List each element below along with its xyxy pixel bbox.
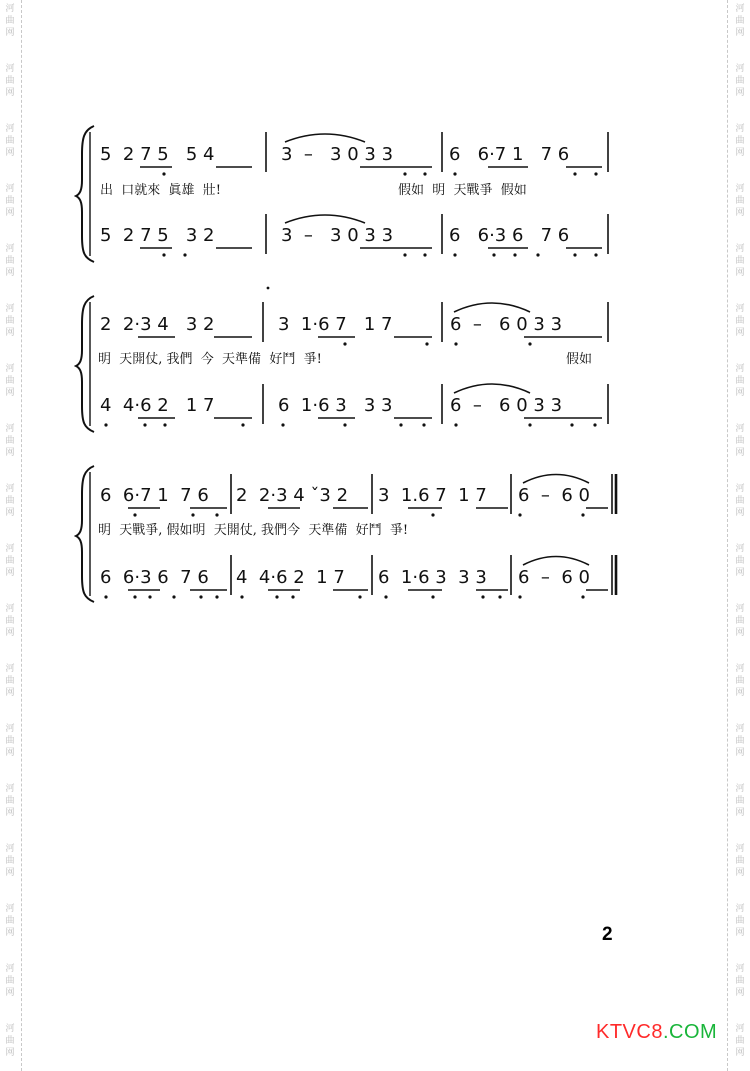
watermark-char: 曲 — [735, 376, 745, 386]
watermark-char: 河 — [735, 364, 745, 374]
system-1-lower-measure-3: 6 6·3 6 7 6 — [449, 225, 570, 246]
watermark-char: 曲 — [5, 616, 15, 626]
watermark-char: 河 — [735, 604, 745, 614]
watermark-char: 曲 — [5, 196, 15, 206]
watermark-char: 河 — [735, 664, 745, 674]
watermark-char: 曲 — [5, 676, 15, 686]
watermark-char: 河 — [5, 364, 15, 374]
system-3-lower-measure-1: 6 6·3 6 7 6 — [100, 567, 209, 588]
watermark-char: 曲 — [5, 16, 15, 26]
watermark-char: 河 — [735, 904, 745, 914]
watermark-char: 曲 — [735, 76, 745, 86]
watermark-char: 河 — [5, 784, 15, 794]
watermark-char: 曲 — [735, 916, 745, 926]
watermark-char: 曲 — [735, 736, 745, 746]
watermark-char: 网 — [735, 28, 745, 38]
watermark-char: 河 — [5, 304, 15, 314]
watermark-char: 网 — [5, 328, 15, 338]
watermark-char: 河 — [735, 484, 745, 494]
watermark-char: 河 — [5, 4, 15, 14]
system-3-upper-measure-3: 3 1.6 7 1 7 — [378, 485, 487, 506]
watermark-char: 河 — [5, 184, 15, 194]
watermark-char: 河 — [735, 64, 745, 74]
watermark-char: 曲 — [735, 676, 745, 686]
watermark-char: 网 — [735, 748, 745, 758]
watermark-char: 曲 — [5, 376, 15, 386]
watermark-char: 河 — [5, 244, 15, 254]
watermark-char: 曲 — [735, 556, 745, 566]
watermark-char: 网 — [5, 808, 15, 818]
system-2-lower-measure-3: 6 – 6 0 3 3 — [450, 395, 563, 416]
site-logo[interactable] — [596, 1021, 717, 1044]
system-1-lyric-1: 出 口就來 眞雄 壯! — [100, 183, 222, 198]
watermark-char: 曲 — [5, 976, 15, 986]
system-1-upper-measure-3: 6 6·7 1 7 6 — [449, 144, 570, 165]
watermark-char: 网 — [5, 688, 15, 698]
watermark-char: 网 — [5, 28, 15, 38]
watermark-char: 网 — [5, 868, 15, 878]
watermark-char: 网 — [735, 1048, 745, 1058]
watermark-char: 曲 — [5, 316, 15, 326]
system-2-lower-measure-2: 6 1·6 3 3 3 — [278, 395, 393, 416]
watermark-char: 河 — [5, 664, 15, 674]
watermark-char: 网 — [735, 988, 745, 998]
watermark-char: 网 — [5, 88, 15, 98]
watermark-char: 网 — [735, 628, 745, 638]
system-2-lyric-2: 假如 — [566, 352, 593, 367]
system-2-lyric-1: 明 天開仗, 我們 今 天準備 好鬥 爭! — [98, 352, 322, 367]
watermark-char: 曲 — [735, 16, 745, 26]
page-number: 2 — [602, 924, 613, 945]
watermark-char: 网 — [5, 148, 15, 158]
watermark-char: 河 — [5, 1024, 15, 1034]
watermark-char: 曲 — [5, 916, 15, 926]
watermark-char: 河 — [735, 544, 745, 554]
watermark-char: 河 — [735, 784, 745, 794]
watermark-char: 网 — [735, 928, 745, 938]
watermark-char: 河 — [5, 904, 15, 914]
watermark-char: 网 — [735, 268, 745, 278]
watermark-char: 网 — [735, 568, 745, 578]
watermark-char: 曲 — [5, 1036, 15, 1046]
watermark-char: 河 — [735, 964, 745, 974]
watermark-char: 河 — [735, 724, 745, 734]
watermark-char: 曲 — [5, 76, 15, 86]
watermark-char: 网 — [735, 148, 745, 158]
watermark-char: 河 — [5, 724, 15, 734]
watermark-char: 河 — [735, 244, 745, 254]
watermark-char: 曲 — [5, 256, 15, 266]
system-3-upper-measure-2: 2 2·3 4 ˇ3 2 — [236, 485, 349, 506]
system-2-upper-measure-2: 3 1·6 7 1 7 — [278, 314, 393, 335]
system-2-lower-measure-1: 4 4·6 2 1 7 — [100, 395, 215, 416]
system-3-lower-measure-2: 4 4·6 2 1 7 — [236, 567, 345, 588]
watermark-char: 河 — [735, 424, 745, 434]
watermark-char: 网 — [735, 688, 745, 698]
watermark-char: 网 — [5, 628, 15, 638]
watermark-char: 网 — [5, 568, 15, 578]
watermark-char: 网 — [735, 508, 745, 518]
watermark-char: 河 — [735, 1024, 745, 1034]
watermark-char: 河 — [735, 844, 745, 854]
watermark-char: 曲 — [735, 616, 745, 626]
system-1-upper-measure-2: 3 – 3 0 3 3 — [281, 144, 394, 165]
watermark-char: 河 — [5, 124, 15, 134]
watermark-char: 曲 — [735, 976, 745, 986]
system-1-lower-measure-2: 3 – 3 0 3 3 — [281, 225, 394, 246]
watermark-char: 网 — [5, 928, 15, 938]
system-2-upper-measure-3: 6 – 6 0 3 3 — [450, 314, 563, 335]
watermark-char: 河 — [735, 184, 745, 194]
site-logo-domain: .COM — [662, 1021, 718, 1043]
watermark-char: 曲 — [735, 136, 745, 146]
watermark-char: 曲 — [735, 256, 745, 266]
watermark-char: 曲 — [5, 436, 15, 446]
watermark-char: 曲 — [5, 856, 15, 866]
watermark-char: 曲 — [5, 796, 15, 806]
system-1-lyric-2: 假如 明 天戰爭 假如 — [398, 183, 527, 198]
watermark-char: 曲 — [5, 556, 15, 566]
watermark-char: 网 — [5, 508, 15, 518]
site-logo-name: KTVC8 — [596, 1021, 663, 1043]
watermark-char: 河 — [5, 424, 15, 434]
watermark-char: 曲 — [735, 196, 745, 206]
system-1-lower-measure-1: 5 2 7 5 3 2 — [100, 225, 215, 246]
watermark-char: 网 — [735, 88, 745, 98]
watermark-char: 曲 — [735, 1036, 745, 1046]
system-3-lyric-1: 明 天戰爭, 假如明 天開仗, 我們今 天準備 好鬥 爭! — [98, 523, 409, 538]
system-3-upper-measure-4: 6 – 6 0 — [518, 485, 590, 506]
watermark-char: 河 — [735, 304, 745, 314]
watermark-char: 河 — [735, 124, 745, 134]
system-3-upper-measure-1: 6 6·7 1 7 6 — [100, 485, 209, 506]
watermark-char: 网 — [735, 448, 745, 458]
system-3-lower-measure-3: 6 1·6 3 3 3 — [378, 567, 487, 588]
watermark-char: 网 — [5, 448, 15, 458]
watermark-char: 网 — [5, 988, 15, 998]
watermark-char: 曲 — [5, 736, 15, 746]
watermark-char: 网 — [735, 808, 745, 818]
watermark-char: 曲 — [735, 796, 745, 806]
watermark-char: 网 — [5, 388, 15, 398]
watermark-char: 曲 — [735, 496, 745, 506]
system-3-lower-measure-4: 6 – 6 0 — [518, 567, 590, 588]
watermark-char: 网 — [5, 268, 15, 278]
watermark-char: 曲 — [5, 496, 15, 506]
watermark-char: 网 — [5, 208, 15, 218]
watermark-char: 河 — [5, 544, 15, 554]
watermark-char: 曲 — [5, 136, 15, 146]
watermark-char: 河 — [5, 484, 15, 494]
watermark-char: 网 — [735, 868, 745, 878]
watermark-char: 网 — [735, 328, 745, 338]
system-1-upper-measure-1: 5 2 7 5 5 4 — [100, 144, 215, 165]
watermark-char: 曲 — [735, 436, 745, 446]
watermark-char: 曲 — [735, 856, 745, 866]
watermark-char: 河 — [5, 844, 15, 854]
watermark-char: 河 — [735, 4, 745, 14]
watermark-char: 河 — [5, 964, 15, 974]
watermark-char: 网 — [735, 388, 745, 398]
watermark-char: 网 — [5, 748, 15, 758]
watermark-char: 曲 — [735, 316, 745, 326]
watermark-char: 网 — [735, 208, 745, 218]
system-2-upper-measure-1: 2 2·3 4 3 2 — [100, 314, 215, 335]
watermark-char: 网 — [5, 1048, 15, 1058]
watermark-char: 河 — [5, 604, 15, 614]
watermark-char: 河 — [5, 64, 15, 74]
